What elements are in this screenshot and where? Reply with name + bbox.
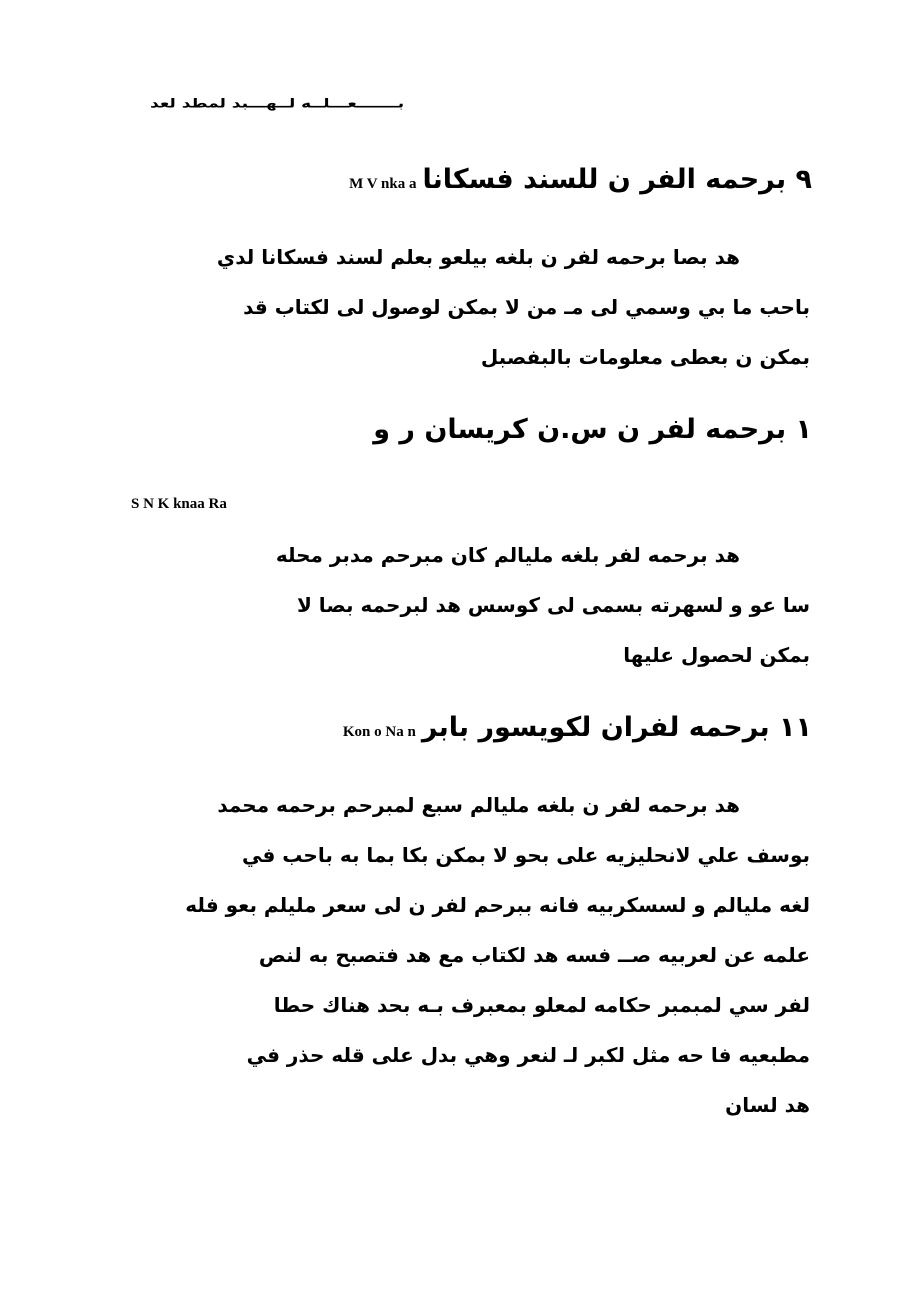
section-heading-9-latin: M V nka a	[349, 176, 417, 192]
section-heading-10-arabic: ١ برحمه لفر ن س.ن كريسان ر و	[373, 414, 812, 445]
paragraph-line: علمه عن لعربيه صــ فسه هد لكتاب مع هد فتصبح به لنص	[258, 943, 810, 967]
paragraph-line: بمكن لحصول عليها	[623, 643, 810, 667]
section-heading-10	[373, 414, 812, 445]
section-heading-9-arabic: ٩ برحمه الفر ن للسند فسكانا	[422, 164, 812, 195]
section-9-paragraph	[130, 232, 810, 382]
section-11-paragraph	[130, 780, 810, 1130]
section-heading-9	[349, 164, 812, 195]
section-heading-11-arabic: ١١ برحمه لفران لكويسور بابر	[421, 712, 812, 743]
section-heading-11	[343, 712, 812, 743]
paragraph-line: باحب ما بي وسمي لى مـ من لا بمكن لوصول لى لكتاب قد	[243, 295, 810, 319]
section-10-latin-subtitle: S N K knaa Ra	[131, 496, 227, 512]
paragraph-line: سا عو و لسهرته بسمى لى كوسس هد لبرحمه بصا لا	[296, 593, 810, 617]
paragraph-line: مطبعيه فا حه مثل لكبر لـ لنعر وهي بدل على قله حذر في	[246, 1043, 810, 1067]
paragraph-line: بوسف علي لانحليزيه على بحو لا بمكن بكا بما به باحب في	[241, 843, 810, 867]
section-10-paragraph	[130, 530, 810, 680]
paragraph-line: هد برحمه لفر بلغه مليالم كان مبرحم مدبر محله	[275, 543, 740, 567]
paragraph-line: هد بصا برحمه لفر ن بلغه بيلعو بعلم لسند فسكانا لدي	[216, 245, 740, 269]
paragraph-line: بمكن ن بعطى معلومات بالبفصبل	[480, 345, 810, 369]
paragraph-line: لفر سي لمبمبر حكامه لمعلو بمعبرف بـه بحد هناك حطا	[273, 993, 810, 1017]
paragraph-line: هد برحمه لفر ن بلغه مليالم سبع لمبرحم برحمه محمد	[217, 793, 740, 817]
running-header: بـــــــعـــلــه لــهـــبد لمطد لعد	[150, 96, 405, 111]
section-heading-11-latin: Kon o Na n	[342, 724, 416, 740]
paragraph-line: لغه مليالم و لسسكربيه فانه ببرحم لفر ن لى سعر مليلم بعو فله	[185, 893, 810, 917]
paragraph-line: هد لسان	[725, 1093, 810, 1117]
